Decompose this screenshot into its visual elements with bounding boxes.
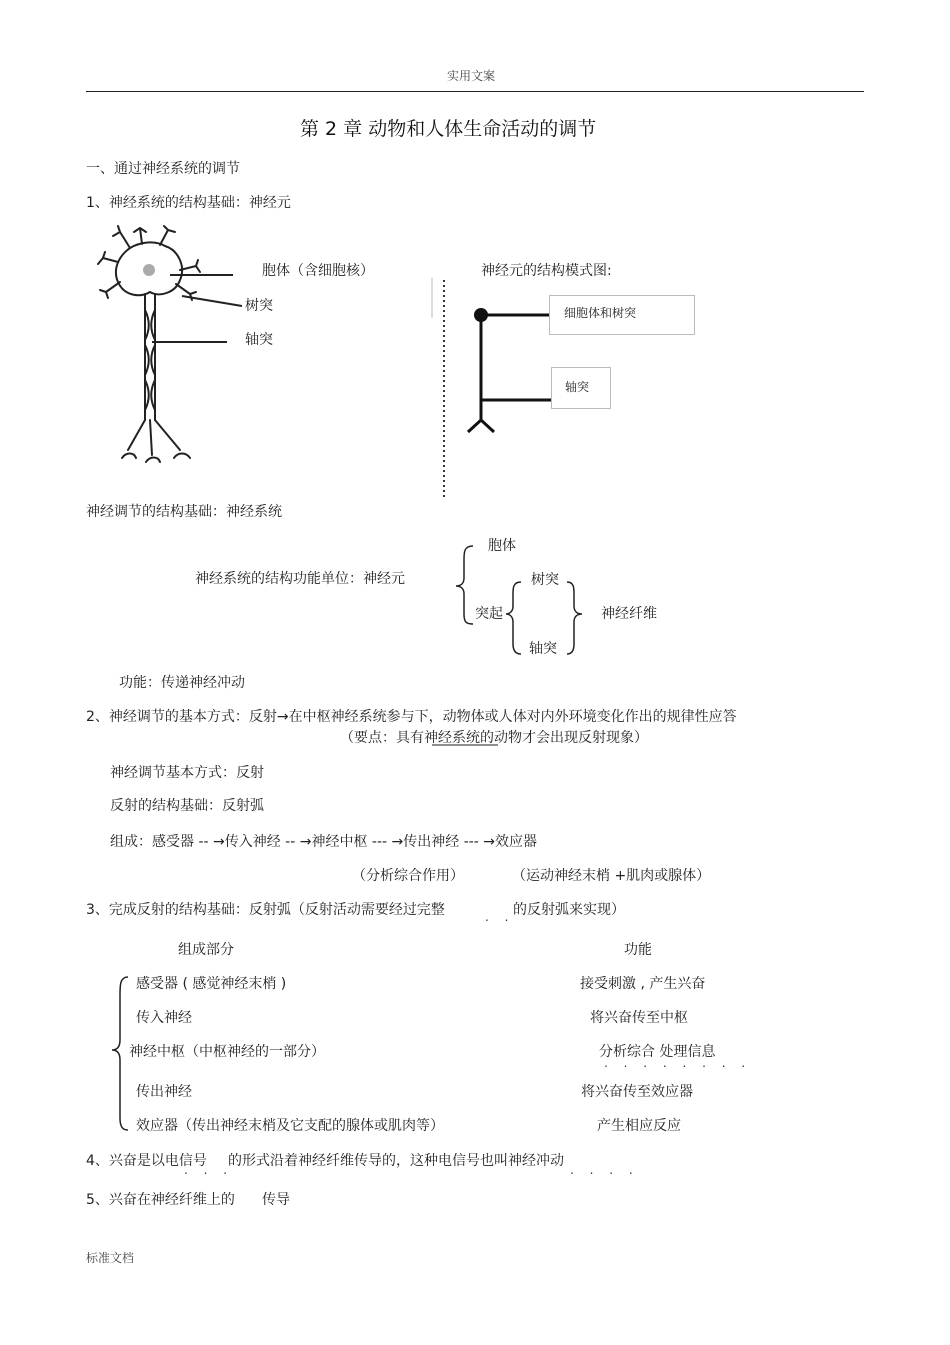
reflex-composition: 组成：感受器 -- →传入神经 -- →神经中枢 --- →传出神经 --- →效应器 [110,834,538,850]
page-title: 第 2 章 动物和人体生命活动的调节 [300,118,597,140]
label-axon: 轴突 [245,332,273,348]
item-3-line: 3、完成反射的结构基础：反射弧（反射活动需要经过完整 [86,902,445,918]
label-dendrite: 树突 [245,298,273,314]
emphasis-dots: . . . . . . . . [604,1056,752,1070]
row-function: 产生相应反应 [597,1118,681,1134]
unit-process: 突起 [475,606,503,622]
item-5-part-a: 5、兴奋在神经纤维上的 [86,1192,235,1208]
reflex-note-1: （分析综合作用） [352,868,464,884]
row-part: 感受器 ( 感觉神经末梢 ) [136,976,287,992]
row-function: 将兴奋传至效应器 [581,1084,693,1100]
item-5-part-b: 传导 [262,1192,290,1208]
emphasis-dots: . . . [184,1163,234,1177]
unit-dendrite: 树突 [531,572,559,588]
function-line: 功能：传递神经冲动 [119,675,245,691]
item-2-line-2: （要点：具有神经系统的动物才会出现反射现象） [340,730,648,746]
label-soma: 胞体（含细胞核） [262,263,374,279]
row-function: 分析综合 处理信息 [599,1044,716,1060]
header-rule [86,91,864,92]
neural-basis: 神经调节的结构基础：神经系统 [86,504,282,520]
model-title: 神经元的结构模式图: [481,263,612,279]
emphasis-dots: . . [485,910,515,924]
page-header: 实用文案 [447,69,496,83]
model-label-axon: 轴突 [565,380,590,394]
model-label-soma: 细胞体和树突 [564,306,637,320]
page-footer: 标准文档 [86,1251,135,1265]
item-4-part-a: 4、兴奋是以电信号 [86,1153,207,1169]
col-header-function: 功能 [624,942,652,958]
reflex-basic: 神经调节基本方式：反射 [110,765,264,781]
item-3-line-tail: 的反射弧来实现） [513,902,625,918]
item-1: 1、神经系统的结构基础：神经元 [86,195,291,211]
section-heading: 一、通过神经系统的调节 [86,161,240,177]
row-function: 将兴奋传至中枢 [590,1010,688,1026]
emphasis-dots: . . . . [570,1163,639,1177]
row-part: 传出神经 [136,1084,192,1100]
row-part: 效应器（传出神经末梢及它支配的腺体或肌肉等） [136,1118,444,1134]
row-part: 神经中枢（中枢神经的一部分） [129,1044,325,1060]
reflex-note-2: （运动神经末梢 +肌肉或腺体） [512,868,711,884]
col-header-parts: 组成部分 [178,942,234,958]
unit-soma: 胞体 [488,538,516,554]
item-2-line-1: 2、神经调节的基本方式：反射→在中枢神经系统参与下，动物体或人体对内外环境变化作出的规律性应答 [86,709,737,725]
row-part: 传入神经 [136,1010,192,1026]
unit-label: 神经系统的结构功能单位：神经元 [195,571,405,587]
unit-axon: 轴突 [529,641,557,657]
row-function: 接受刺激 , 产生兴奋 [580,976,706,992]
unit-fiber: 神经纤维 [601,606,657,622]
reflex-structure: 反射的结构基础：反射弧 [110,798,264,814]
item-4-part-b: 的形式沿着神经纤维传导的，这种电信号也叫神经冲动 [228,1153,564,1169]
